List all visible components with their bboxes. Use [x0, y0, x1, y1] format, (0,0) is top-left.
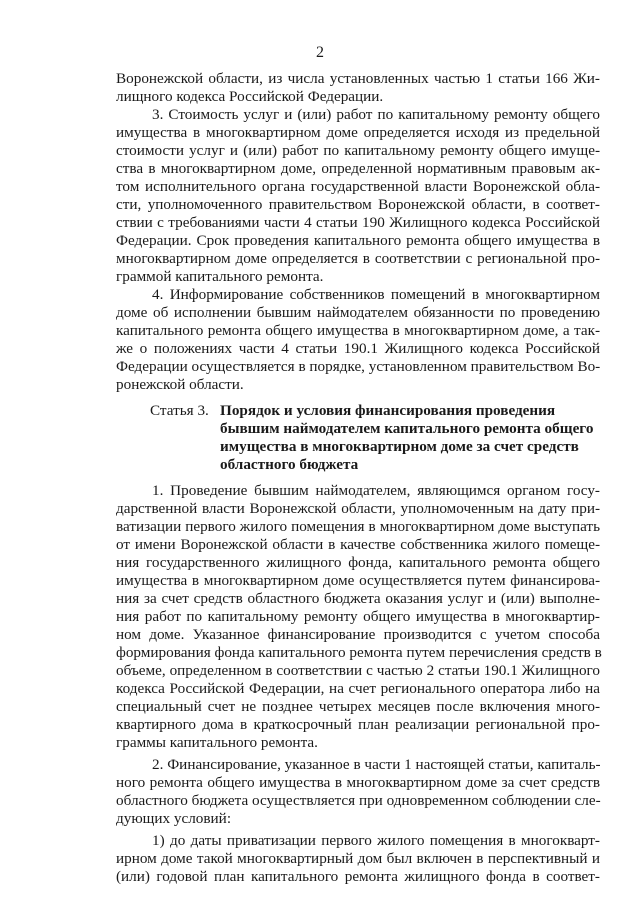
text-line: имущества в многоквартирном доме определяется исходя из предельной	[116, 124, 600, 141]
text-line: многоквартирном доме определяется в соответствии с региональной про-	[116, 250, 600, 267]
text-line: 4. Информирование собственников помещений в многоквартирном	[152, 286, 600, 303]
text-line: Федерации осуществляется в порядке, установленном правительством Во-	[116, 358, 601, 375]
article-title-line: Порядок и условия финансирования проведения	[220, 402, 556, 419]
text-line: 3. Стоимость услуг и (или) работ по капитальному ремонту общего	[152, 106, 600, 123]
text-line: объеме, определенном в соответствии с частью 2 статьи 190.1 Жилищного	[116, 662, 600, 679]
text-line: дующих условий:	[116, 810, 232, 827]
text-line: лищного кодекса Российской Федерации.	[116, 88, 384, 105]
article-label: Статья 3.	[150, 402, 209, 419]
text-line: ния за счет средств областного бюджета оказания услуг и (или) выполне-	[116, 590, 600, 607]
text-line: ирном доме такой многоквартирный дом был включен в перспективный и	[116, 850, 600, 867]
text-line: ватизации первого жилого помещения в многоквартирном доме выступать	[116, 518, 600, 535]
text-line: сти, уполномоченного правительством Воронежской области, в соответ-	[116, 196, 600, 213]
text-line: ствии с требованиями части 4 статьи 190 Жилищного кодекса Российской	[116, 214, 600, 231]
text-line: граммы капитального ремонта.	[116, 734, 318, 751]
text-line: 1) до даты приватизации первого жилого помещения в многокварт-	[152, 832, 600, 849]
text-line: имущества в многоквартирном доме осуществляется путем финансирова-	[116, 572, 600, 589]
text-line: стоимости услуг и (или) работ по капитальному ремонту общего имуще-	[116, 142, 600, 159]
text-line: ства в многоквартирном доме, определенной нормативным правовым ак-	[116, 160, 600, 177]
text-line: ронежской области.	[116, 376, 244, 393]
text-line: же о положениях части 4 статьи 190.1 Жилищного кодекса Российской	[116, 340, 600, 357]
article-title-line: бывшим наймодателем капитального ремонта общего	[220, 420, 594, 437]
text-line: ного ремонта общего имущества в многоквартирном доме за счет средств	[116, 774, 600, 791]
text-line: (или) годовой план капитального ремонта жилищного фонда в соответ-	[116, 868, 600, 885]
text-line: Воронежской области, из числа установленных частью 1 статьи 166 Жи-	[116, 70, 600, 87]
text-line: граммой капитального ремонта.	[116, 268, 324, 285]
text-line: ния государственного жилищного фонда, капитального ремонта общего	[116, 554, 600, 571]
article-title-line: имущества в многоквартирном доме за счет средств	[220, 438, 579, 455]
text-line: том исполнительного органа государственной власти Воронежской обла-	[116, 178, 600, 195]
text-line: 1. Проведение бывшим наймодателем, являющимся органом госу-	[152, 482, 600, 499]
text-line: Федерации. Срок проведения капитального ремонта общего имущества в	[116, 232, 600, 249]
text-line: кодекса Российской Федерации, на счет регионального оператора либо на	[116, 680, 600, 697]
text-line: квартирного дома в краткосрочный план реализации региональной про-	[116, 716, 600, 733]
article-title-line: областного бюджета	[220, 456, 359, 473]
text-line: областного бюджета осуществляется при одновременном соблюдении сле-	[116, 792, 601, 809]
text-line: доме об исполнении бывшим наймодателем обязанности по проведению	[116, 304, 600, 321]
text-line: дарственной власти Воронежской области, уполномоченным на дату при-	[116, 500, 600, 517]
text-line: от имени Воронежской области в качестве собственника жилого помеще-	[116, 536, 600, 553]
text-line: формирования фонда капитального ремонта путем перечисления средств в	[116, 644, 602, 661]
text-line: ном доме. Указанное финансирование производится с учетом способа	[116, 626, 600, 643]
text-line: специальный счет не позднее четырех месяцев после включения много-	[116, 698, 600, 715]
text-line: ния работ по капитальному ремонту общего имущества в многоквартир-	[116, 608, 600, 625]
text-line: капитального ремонта общего имущества в многоквартирном доме, а так-	[116, 322, 600, 339]
page-number: 2	[316, 44, 324, 61]
text-line: 2. Финансирование, указанное в части 1 настоящей статьи, капиталь-	[152, 756, 601, 773]
